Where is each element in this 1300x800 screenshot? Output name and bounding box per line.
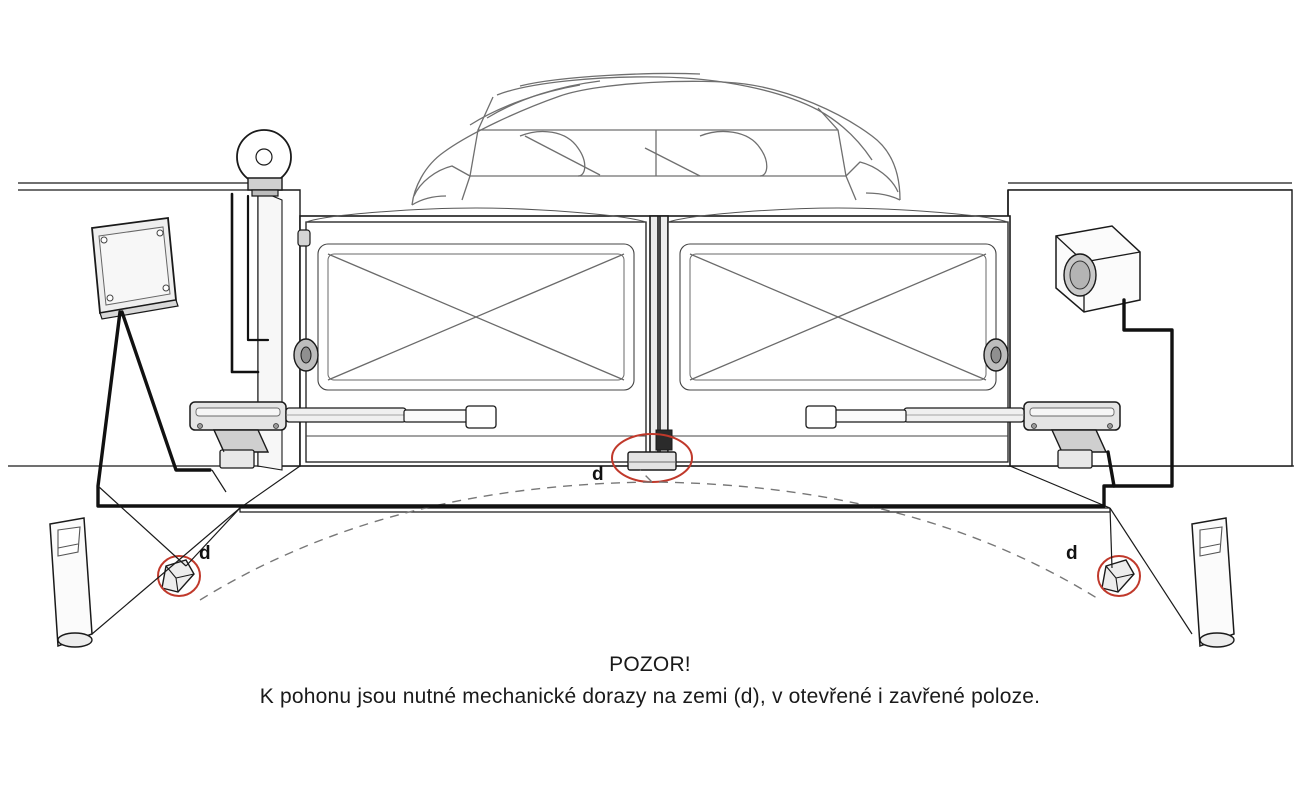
flashing-lamp — [237, 130, 291, 196]
warning-heading: POZOR! — [609, 653, 691, 676]
caption-block — [0, 650, 1300, 714]
right-open-stop — [1098, 556, 1140, 596]
gate-swing-arc — [200, 470, 1100, 600]
left-gate-hinge — [294, 339, 318, 371]
leader-lines — [92, 470, 1192, 634]
right-photocell-post — [1192, 518, 1234, 647]
label-d-right: d — [1066, 543, 1078, 564]
right-gate-hinge — [984, 339, 1008, 371]
car — [412, 74, 900, 206]
label-d-left: d — [199, 543, 211, 564]
warning-text: K pohonu jsou nutné mechanické dorazy na zemi (d), v otevřené i zavřené poloze. — [259, 685, 1041, 708]
control-unit-box — [92, 218, 178, 319]
left-photocell-post — [50, 518, 92, 647]
right-gate-leaf — [668, 208, 1008, 462]
gate-top-bracket — [298, 230, 310, 246]
left-open-stop — [158, 556, 200, 596]
label-d-center: d — [592, 464, 604, 485]
